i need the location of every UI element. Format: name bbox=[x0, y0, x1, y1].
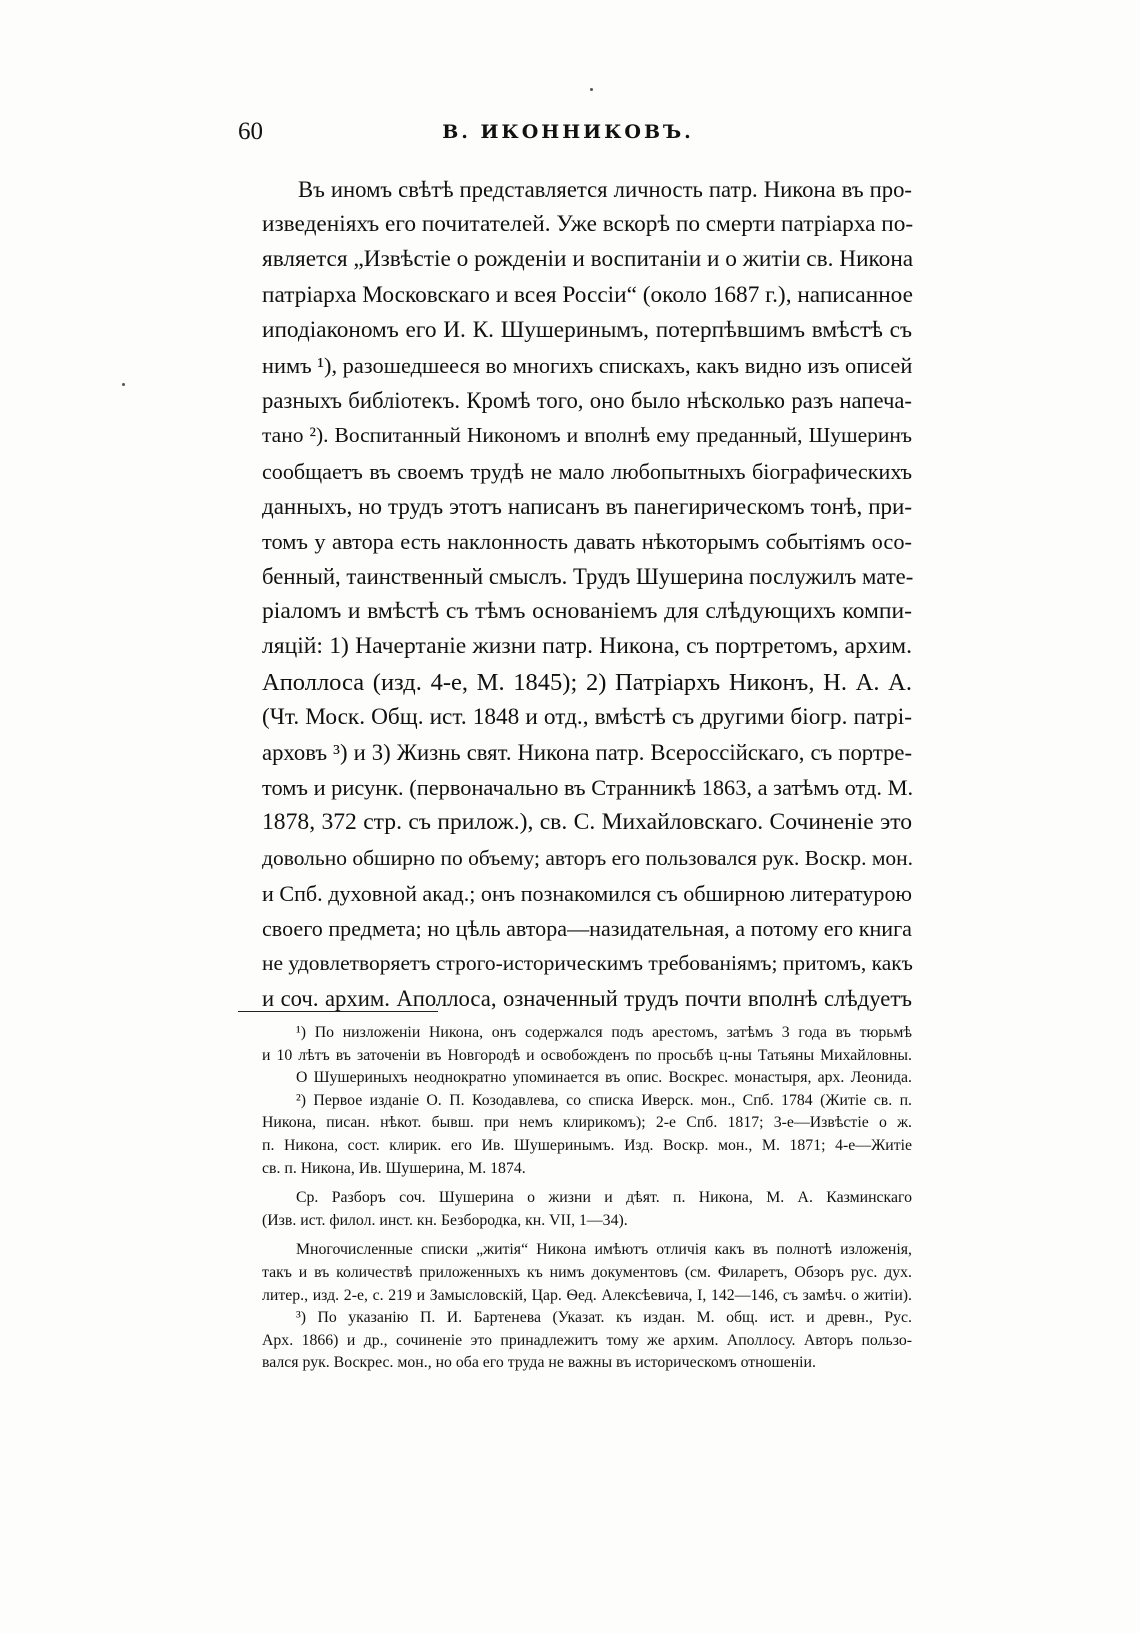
running-head: В. ИКОННИКОВЪ. bbox=[442, 121, 694, 143]
footnote-line: (Изв. ист. филол. инст. кн. Безбородка, кн. VII, 1—34). bbox=[262, 1211, 628, 1229]
text-line: томъ у автора есть наклонность давать нѣкоторымъ событіямъ осо- bbox=[262, 528, 912, 554]
footnote-line: вался рук. Воскрес. мон., но оба его труда не важны въ историческомъ отношеніи. bbox=[262, 1354, 816, 1372]
footnote-line: п. Никона, сост. клирик. его Ив. Шушеринымъ. Изд. Воскр. мон., М. 1871; 4-е—Житіе bbox=[262, 1136, 912, 1154]
text-line: бенный, таинственный смыслъ. Трудъ Шушерина послужилъ мате- bbox=[262, 564, 914, 590]
footnote-rule bbox=[238, 1011, 438, 1012]
footnote-line: такъ и въ количествѣ приложенныхъ къ нимъ документовъ (см. Филаретъ, Обзоръ рус. дух. bbox=[262, 1263, 912, 1281]
text-line: и соч. архим. Аполлоса, означенный трудъ почти вполнѣ слѣдуетъ bbox=[262, 986, 912, 1012]
footnote-line: ²) Первое изданіе О. П. Козодавлева, со списка Иверск. мон., Спб. 1784 (Житіе св. п. bbox=[296, 1091, 912, 1109]
text-line: нимъ ¹), разошедшееся во многихъ спискахъ, какъ видно изъ описей bbox=[262, 352, 913, 378]
text-line: Въ иномъ свѣтѣ представляется личность патр. Никона въ про- bbox=[298, 177, 912, 202]
text-line: томъ и рисунк. (первоначально въ Странникѣ 1863, а затѣмъ отд. М. bbox=[262, 775, 914, 801]
footnote-line: литер., изд. 2-е, с. 219 и Замысловскій, Цар. Ѳед. Алексѣевича, I, 142—146, съ замѣч. о житіи). bbox=[262, 1286, 912, 1304]
text-line: патріарха Московскаго и всея Россіи“ (около 1687 г.), написанное bbox=[262, 281, 913, 308]
text-line: иподіакономъ его И. К. Шушеринымъ, потерпѣвшимъ вмѣстѣ съ bbox=[262, 316, 912, 343]
footnote-line: Многочисленные списки „житія“ Никона имѣютъ отличія какъ въ полнотѣ изложенія, bbox=[296, 1241, 912, 1259]
footnote-line: ¹) По низложеніи Никона, онъ содержался подъ арестомъ, затѣмъ 3 года въ тюрьмѣ bbox=[296, 1024, 912, 1041]
text-line: ляцій: 1) Начертаніе жизни патр. Никона, съ портретомъ, архим. bbox=[262, 633, 912, 660]
text-line: 1878, 372 стр. съ прилож.), св. С. Михайловскаго. Сочиненіе это bbox=[262, 809, 912, 836]
text-line: данныхъ, но трудъ этотъ написанъ въ панегирическомъ тонѣ, при- bbox=[262, 493, 912, 519]
footnote-line: ³) По указанію П. И. Бартенева (Указат. къ издан. М. общ. ист. и древн., Рус. bbox=[296, 1309, 912, 1327]
text-line: (Чт. Моск. Общ. ист. 1848 и отд., вмѣстѣ съ другими біогр. патрі- bbox=[262, 703, 912, 730]
scan-speck bbox=[122, 383, 125, 386]
text-line: является „Извѣстіе о рожденіи и воспитаніи и о житіи св. Никона bbox=[262, 246, 914, 273]
text-line: своего предмета; но цѣль автора—назидательная, а потому его книга bbox=[262, 915, 912, 941]
text-line: арховъ ³) и 3) Жизнь свят. Никона патр. Всероссійскаго, съ портре- bbox=[262, 740, 912, 765]
text-line: изведеніяхъ его почитателей. Уже вскорѣ по смерти патріарха по- bbox=[262, 211, 914, 238]
text-line: и Спб. духовной акад.; онъ познакомился съ обширною литературою bbox=[262, 880, 912, 906]
footnote-line: св. п. Никона, Ив. Шушерина, М. 1874. bbox=[262, 1159, 526, 1177]
text-line: не удовлетворяетъ строго-историческимъ требованіямъ; притомъ, какъ bbox=[262, 951, 913, 976]
main-text bbox=[262, 172, 912, 1017]
footnotes bbox=[262, 1022, 912, 1375]
text-line: ріаломъ и вмѣстѣ съ тѣмъ основаніемъ для слѣдующихъ компи- bbox=[262, 598, 912, 625]
text-line: сообщаетъ въ своемъ трудѣ не мало любопытныхъ біографическихъ bbox=[262, 458, 912, 484]
page-number: 60 bbox=[238, 118, 263, 145]
footnote-line: Никона, писан. нѣкот. бывш. при немъ клирикомъ); 2-е Спб. 1817; 3-е—Извѣстіе о ж. bbox=[262, 1114, 912, 1132]
footnote-line: О Шушериныхъ неоднократно упоминается въ опис. Воскрес. монастыря, арх. Леонида. bbox=[296, 1069, 912, 1087]
footnote-line: и 10 лѣтъ въ заточеніи въ Новгородѣ и освобожденъ по просьбѣ ц-ны Татьяны Михайловны. bbox=[262, 1046, 912, 1064]
text-line: разныхъ библіотекъ. Кромѣ того, оно было нѣсколько разъ напеча- bbox=[262, 388, 912, 414]
text-line: тано ²). Воспитанный Никономъ и вполнѣ ему преданный, Шушеринъ bbox=[262, 423, 912, 448]
text-line: Аполлоса (изд. 4-е, М. 1845); 2) Патріархъ Никонъ, Н. А. А. bbox=[262, 668, 912, 696]
footnote-line: Ср. Разборъ соч. Шушерина о жизни и дѣят. п. Никона, М. А. Казминскаго bbox=[296, 1189, 912, 1207]
page-header bbox=[238, 118, 898, 150]
scan-speck bbox=[590, 88, 593, 91]
text-line: довольно обширно по объему; авторъ его пользовался рук. Воскр. мон. bbox=[262, 845, 914, 870]
footnote-line: Арх. 1866) и др., сочиненіе это принадлежитъ тому же архим. Аполлосу. Авторъ пользо- bbox=[262, 1331, 912, 1349]
